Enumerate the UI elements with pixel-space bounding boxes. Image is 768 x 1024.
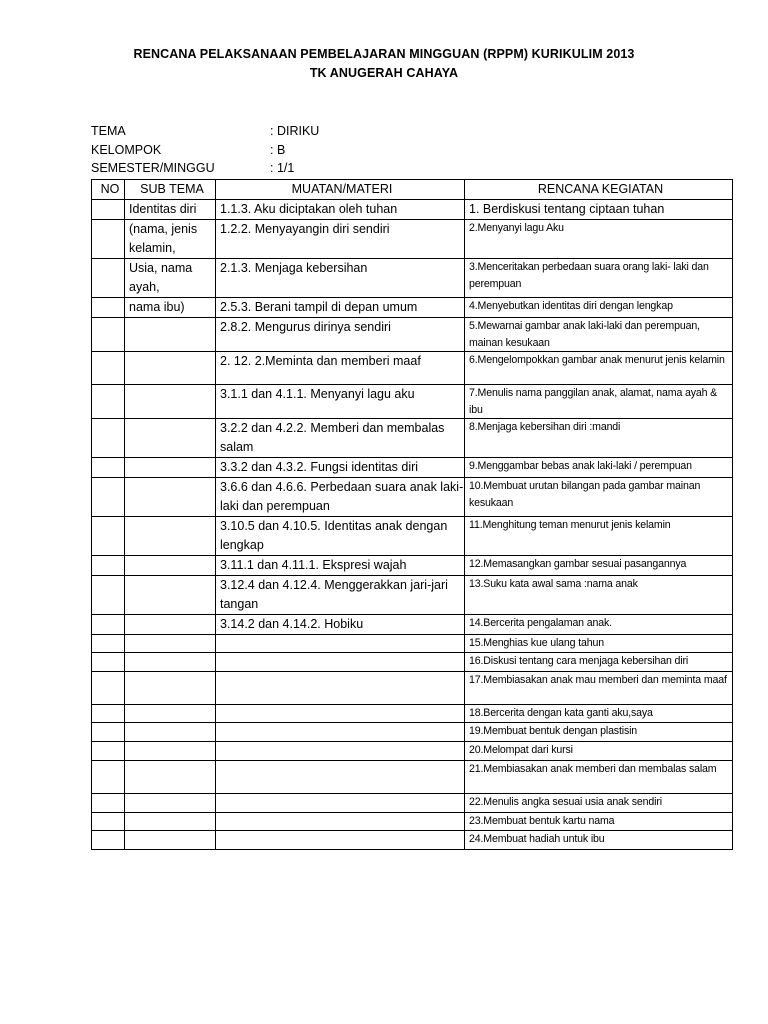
meta-kelompok <box>91 143 285 157</box>
table-row <box>92 318 733 352</box>
row-sub-tema-cell <box>125 653 216 672</box>
row-sub-tema-cell <box>125 723 216 742</box>
row-kegiatan-cell: 18.Bercerita dengan kata ganti aku,saya <box>465 705 733 723</box>
row-kegiatan-cell: 14.Bercerita pengalaman anak. <box>465 615 733 635</box>
row-materi-cell <box>216 742 465 761</box>
table-row <box>92 576 733 615</box>
table-row <box>92 742 733 761</box>
row-kegiatan-cell: 12.Memasangkan gambar sesuai pasangannya <box>465 556 733 576</box>
plan-table <box>91 179 733 850</box>
row-materi-cell: 2.1.3. Menjaga kebersihan <box>216 259 465 298</box>
row-sub-tema-cell <box>125 761 216 794</box>
row-sub-tema-cell <box>125 352 216 385</box>
row-materi-cell: 3.10.5 dan 4.10.5. Identitas anak dengan lengkap <box>216 517 465 556</box>
table-row <box>92 653 733 672</box>
row-materi-cell <box>216 705 465 723</box>
table-row <box>92 723 733 742</box>
row-materi-cell <box>216 761 465 794</box>
row-no-cell <box>92 742 125 761</box>
row-no-cell <box>92 831 125 850</box>
row-sub-tema-cell <box>125 419 216 458</box>
table-row <box>92 635 733 653</box>
table-row <box>92 298 733 318</box>
row-materi-cell: 3.14.2 dan 4.14.2. Hobiku <box>216 615 465 635</box>
table-row <box>92 220 733 259</box>
table-body <box>92 200 733 850</box>
row-sub-tema-cell <box>125 615 216 635</box>
table-row <box>92 672 733 705</box>
row-no-cell <box>92 200 125 220</box>
row-materi-cell: 1.2.2. Menyayangin diri sendiri <box>216 220 465 259</box>
meta-value: : 1/1 <box>270 161 295 175</box>
table-row <box>92 259 733 298</box>
row-kegiatan-cell: 5.Mewarnai gambar anak laki-laki dan perempuan, mainan kesukaan <box>465 318 733 352</box>
row-kegiatan-cell: 4.Menyebutkan identitas diri dengan lengkap <box>465 298 733 318</box>
row-sub-tema-cell <box>125 556 216 576</box>
row-no-cell <box>92 517 125 556</box>
row-sub-tema-cell <box>125 635 216 653</box>
header-no: NO <box>92 180 125 200</box>
table-row <box>92 419 733 458</box>
row-kegiatan-cell: 19.Membuat bentuk dengan plastisin <box>465 723 733 742</box>
row-no-cell <box>92 318 125 352</box>
row-materi-cell <box>216 672 465 705</box>
row-materi-cell: 3.2.2 dan 4.2.2. Memberi dan membalas salam <box>216 419 465 458</box>
row-kegiatan-cell: 6.Mengelompokkan gambar anak menurut jenis kelamin <box>465 352 733 385</box>
row-sub-tema-cell <box>125 672 216 705</box>
table-row <box>92 794 733 813</box>
row-materi-cell: 1.1.3. Aku diciptakan oleh tuhan <box>216 200 465 220</box>
row-no-cell <box>92 615 125 635</box>
row-no-cell <box>92 635 125 653</box>
row-no-cell <box>92 723 125 742</box>
row-kegiatan-cell: 10.Membuat urutan bilangan pada gambar mainan kesukaan <box>465 478 733 517</box>
table-row <box>92 517 733 556</box>
row-materi-cell <box>216 813 465 831</box>
row-materi-cell: 3.11.1 dan 4.11.1. Ekspresi wajah <box>216 556 465 576</box>
meta-label: KELOMPOK <box>91 143 162 157</box>
row-kegiatan-cell: 11.Menghitung teman menurut jenis kelamin <box>465 517 733 556</box>
row-sub-tema-cell <box>125 517 216 556</box>
row-kegiatan-cell: 22.Menulis angka sesuai usia anak sendiri <box>465 794 733 813</box>
table-row <box>92 813 733 831</box>
row-materi-cell <box>216 635 465 653</box>
meta-value: : DIRIKU <box>270 124 320 138</box>
row-sub-tema-cell <box>125 576 216 615</box>
row-sub-tema-cell <box>125 705 216 723</box>
row-materi-cell: 3.12.4 dan 4.12.4. Menggerakkan jari-jari tangan <box>216 576 465 615</box>
table-row <box>92 705 733 723</box>
row-sub-tema-cell <box>125 385 216 419</box>
row-materi-cell <box>216 653 465 672</box>
row-no-cell <box>92 653 125 672</box>
row-kegiatan-cell: 2.Menyanyi lagu Aku <box>465 220 733 259</box>
row-no-cell <box>92 556 125 576</box>
row-kegiatan-cell: 13.Suku kata awal sama :nama anak <box>465 576 733 615</box>
row-sub-tema-cell: Identitas diri <box>125 200 216 220</box>
table-row <box>92 761 733 794</box>
row-kegiatan-cell: 8.Menjaga kebersihan diri :mandi <box>465 419 733 458</box>
row-materi-cell: 3.1.1 dan 4.1.1. Menyanyi lagu aku <box>216 385 465 419</box>
row-sub-tema-cell <box>125 794 216 813</box>
row-sub-tema-cell: Usia, nama ayah, <box>125 259 216 298</box>
row-materi-cell: 2.5.3. Berani tampil di depan umum <box>216 298 465 318</box>
row-kegiatan-cell: 20.Melompat dari kursi <box>465 742 733 761</box>
row-materi-cell: 2. 12. 2.Meminta dan memberi maaf <box>216 352 465 385</box>
row-no-cell <box>92 419 125 458</box>
header-rencana-kegiatan: RENCANA KEGIATAN <box>465 180 733 200</box>
row-kegiatan-cell: 15.Menghias kue ulang tahun <box>465 635 733 653</box>
row-sub-tema-cell <box>125 831 216 850</box>
table-row <box>92 352 733 385</box>
row-kegiatan-cell: 23.Membuat bentuk kartu nama <box>465 813 733 831</box>
table-header-row <box>92 180 733 200</box>
row-sub-tema-cell: (nama, jenis kelamin, <box>125 220 216 259</box>
meta-label: SEMESTER/MINGGU <box>91 161 215 175</box>
row-no-cell <box>92 794 125 813</box>
meta-value: : B <box>270 143 286 157</box>
row-kegiatan-cell: 7.Menulis nama panggilan anak, alamat, nama ayah & ibu <box>465 385 733 419</box>
row-no-cell <box>92 672 125 705</box>
table-row <box>92 831 733 850</box>
row-kegiatan-cell: 1. Berdiskusi tentang ciptaan tuhan <box>465 200 733 220</box>
row-kegiatan-cell: 16.Diskusi tentang cara menjaga kebersihan diri <box>465 653 733 672</box>
table-row <box>92 458 733 478</box>
row-no-cell <box>92 298 125 318</box>
row-no-cell <box>92 761 125 794</box>
row-no-cell <box>92 705 125 723</box>
table-row <box>92 615 733 635</box>
row-materi-cell: 3.3.2 dan 4.3.2. Fungsi identitas diri <box>216 458 465 478</box>
table-row <box>92 478 733 517</box>
row-no-cell <box>92 220 125 259</box>
table-row <box>92 385 733 419</box>
meta-semester <box>91 161 294 175</box>
header-muatan-materi: MUATAN/MATERI <box>216 180 465 200</box>
row-kegiatan-cell: 9.Menggambar bebas anak laki-laki / perempuan <box>465 458 733 478</box>
row-sub-tema-cell <box>125 478 216 517</box>
table-row <box>92 200 733 220</box>
header-sub-tema: SUB TEMA <box>125 180 216 200</box>
row-materi-cell <box>216 723 465 742</box>
row-no-cell <box>92 576 125 615</box>
row-kegiatan-cell: 17.Membiasakan anak mau memberi dan meminta maaf <box>465 672 733 705</box>
row-kegiatan-cell: 3.Menceritakan perbedaan suara orang laki- laki dan perempuan <box>465 259 733 298</box>
document-title: RENCANA PELAKSANAAN PEMBELAJARAN MINGGUAN (RPPM) KURIKULIM 2013 <box>133 47 635 61</box>
table-row <box>92 556 733 576</box>
meta-tema <box>91 124 319 138</box>
row-sub-tema-cell: nama ibu) <box>125 298 216 318</box>
row-sub-tema-cell <box>125 742 216 761</box>
row-no-cell <box>92 813 125 831</box>
row-kegiatan-cell: 21.Membiasakan anak memberi dan membalas salam <box>465 761 733 794</box>
row-materi-cell: 2.8.2. Mengurus dirinya sendiri <box>216 318 465 352</box>
row-no-cell <box>92 458 125 478</box>
row-sub-tema-cell <box>125 813 216 831</box>
school-name: TK ANUGERAH CAHAYA <box>309 66 459 80</box>
row-materi-cell <box>216 794 465 813</box>
row-no-cell <box>92 478 125 517</box>
row-materi-cell: 3.6.6 dan 4.6.6. Perbedaan suara anak laki-laki dan perempuan <box>216 478 465 517</box>
row-no-cell <box>92 259 125 298</box>
row-no-cell <box>92 352 125 385</box>
row-sub-tema-cell <box>125 318 216 352</box>
row-materi-cell <box>216 831 465 850</box>
row-sub-tema-cell <box>125 458 216 478</box>
meta-label: TEMA <box>91 124 126 138</box>
row-kegiatan-cell: 24.Membuat hadiah untuk ibu <box>465 831 733 850</box>
row-no-cell <box>92 385 125 419</box>
